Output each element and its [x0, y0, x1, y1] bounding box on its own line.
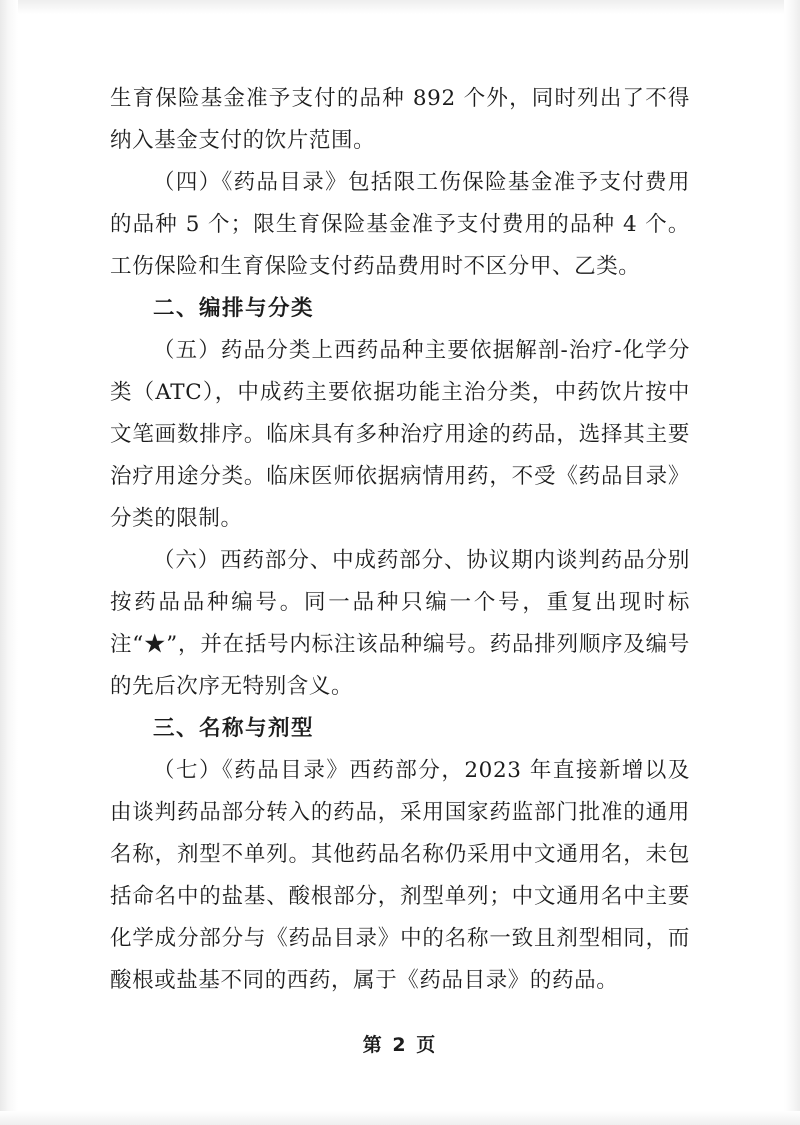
paragraph-block [110, 78, 690, 162]
paragraph-item-five: （五）药品分类上西药品种主要依据解剖-治疗-化学分类（ATC），中成药主要依据功能主治分类，中药饮片按中文笔画数排序。临床具有多种治疗用途的药品，选择其主要治疗用途分类。临床医师依据病情用药，不受《药品目录》分类的限制。 [110, 338, 690, 531]
paragraph-continuation: 生育保险基金准予支付的品种 892 个外，同时列出了不得纳入基金支付的饮片范围。 [110, 86, 690, 153]
paragraph-block [110, 162, 690, 288]
page-edge-shadow-right [784, 0, 800, 1125]
paragraph-item-four: （四）《药品目录》包括限工伤保险基金准予支付费用的品种 5 个；限生育保险基金准予支付费用的品种 4 个。工伤保险和生育保险支付药品费用时不区分甲、乙类。 [110, 170, 690, 279]
section-heading-block [110, 708, 690, 750]
paragraph-item-seven: （七）《药品目录》西药部分，2023 年直接新增以及由谈判药品部分转入的药品，采用国家药监部门批准的通用名称，剂型不单列。其他药品名称仍采用中文通用名，未包括命名中的盐基、酸根部分，剂型单列；中文通用名中主要化学成分部分与《药品目录》中的名称一致且剂型相同，而酸根或盐基不同的西药，属于《药品目录》的药品。 [110, 758, 690, 993]
page-number-footer: 第 2 页 [362, 1034, 438, 1056]
page-edge-shadow-bottom [0, 1111, 800, 1125]
section-heading-two: 二、编排与分类 [153, 296, 315, 321]
section-heading-block [110, 288, 690, 330]
paragraph-block [110, 330, 690, 540]
paragraph-block [110, 750, 690, 1002]
page-edge-shadow-top [0, 0, 800, 14]
paragraph-item-six: （六）西药部分、中成药部分、协议期内谈判药品分别按药品品种编号。同一品种只编一个号，重复出现时标注“★”，并在括号内标注该品种编号。药品排列顺序及编号的先后次序无特别含义。 [110, 548, 690, 699]
section-heading-three: 三、名称与剂型 [153, 716, 315, 741]
page-edge-shadow-left [0, 0, 18, 1125]
paragraph-block [110, 540, 690, 708]
document-body [110, 78, 690, 1002]
